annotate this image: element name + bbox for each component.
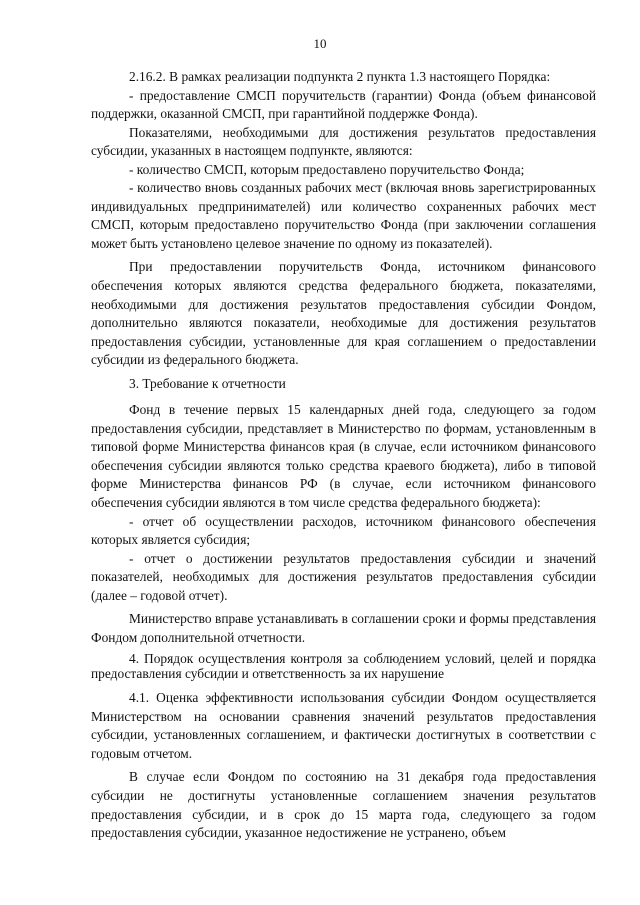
paragraph-2-16-2: 2.16.2. В рамках реализации подпункта 2 пункта 1.3 настоящего Порядка: bbox=[129, 69, 551, 84]
page-number: 10 bbox=[313, 36, 327, 51]
paragraph-indicators-intro: Показателями, необходимыми для достижения результатов предоставления субсидии, указанных в настоящем подпункте, являются: bbox=[91, 124, 596, 159]
paragraph-additional-reporting: Министерство вправе устанавливать в соглашении сроки и формы представления Фондом дополнительной отчетности. bbox=[91, 611, 596, 645]
paragraph-expense-report: - отчет об осуществлении расходов, источником финансового обеспечения которых является субсидия; bbox=[91, 513, 596, 548]
paragraph-guarantee-provision: - предоставление СМСП поручительств (гарантии) Фонда (объем финансовой поддержки, оказанной СМСП, при гарантийной поддержке Фонда). bbox=[91, 87, 596, 122]
section-heading-reporting: 3. Требование к отчетности bbox=[129, 375, 286, 391]
paragraph-non-achievement: В случае если Фондом по состоянию на 31 декабря года предоставления субсидии не достигнуты установленные соглашением значения результатов предоставления субсидии, и в срок до 15 марта года, следующего за годом предоставления субсидии, указанное недостижение не устранено, объем bbox=[91, 769, 596, 841]
paragraph-jobs-count: - количество вновь созданных рабочих мест (включая вновь зарегистрированных индивидуальных предпринимателей) или количество сохраненных рабочих мест СМСП, которым предоставлено поручительство Фонда (при заключении соглашения может быть установлено целевое значение по одному из показателей). bbox=[91, 180, 596, 251]
paragraph-results-report: - отчет о достижении результатов предоставления субсидии и значений показателей, необходимых для достижения результатов предоставления субсидии (далее – годовой отчет). bbox=[91, 550, 596, 603]
paragraph-fund-reports: Фонд в течение первых 15 календарных дней года, следующего за годом предоставления субсидии, представляет в Министерство по формам, установленным в типовой форме Министерства финансов края (в случае, если источником финансового обеспечения субсидии являются только средства краевого бюджета), либо в типовой форме Министерства финансов РФ (в случае, если источником финансового обеспечения субсидии являются в том числе средства федерального бюджета): bbox=[91, 402, 596, 511]
document-body bbox=[91, 68, 596, 843]
paragraph-4-1: 4.1. Оценка эффективности использования субсидии Фондом осуществляется Министерством на основании сравнения значений результатов предоставления субсидии, установленных соглашением, и фактически достигнутых в соответствии с годовым отчетом. bbox=[91, 690, 596, 761]
section-heading-control: 4. Порядок осуществления контроля за соблюдением условий, целей и порядка предоставления субсидии и ответственность за их нарушение bbox=[91, 651, 596, 681]
paragraph-smsp-count: - количество СМСП, которым предоставлено поручительство Фонда; bbox=[129, 161, 525, 177]
paragraph-federal-indicators: При предоставлении поручительств Фонда, источником финансового обеспечения которых являются средства федерального бюджета, показателями, необходимыми для достижения результатов предоставления субсидии Фондом, дополнительно являются показатели, необходимые для достижения результатов предоставления субсидии, установленные для края соглашением о предоставлении субсидии из федерального бюджета. bbox=[91, 259, 596, 368]
